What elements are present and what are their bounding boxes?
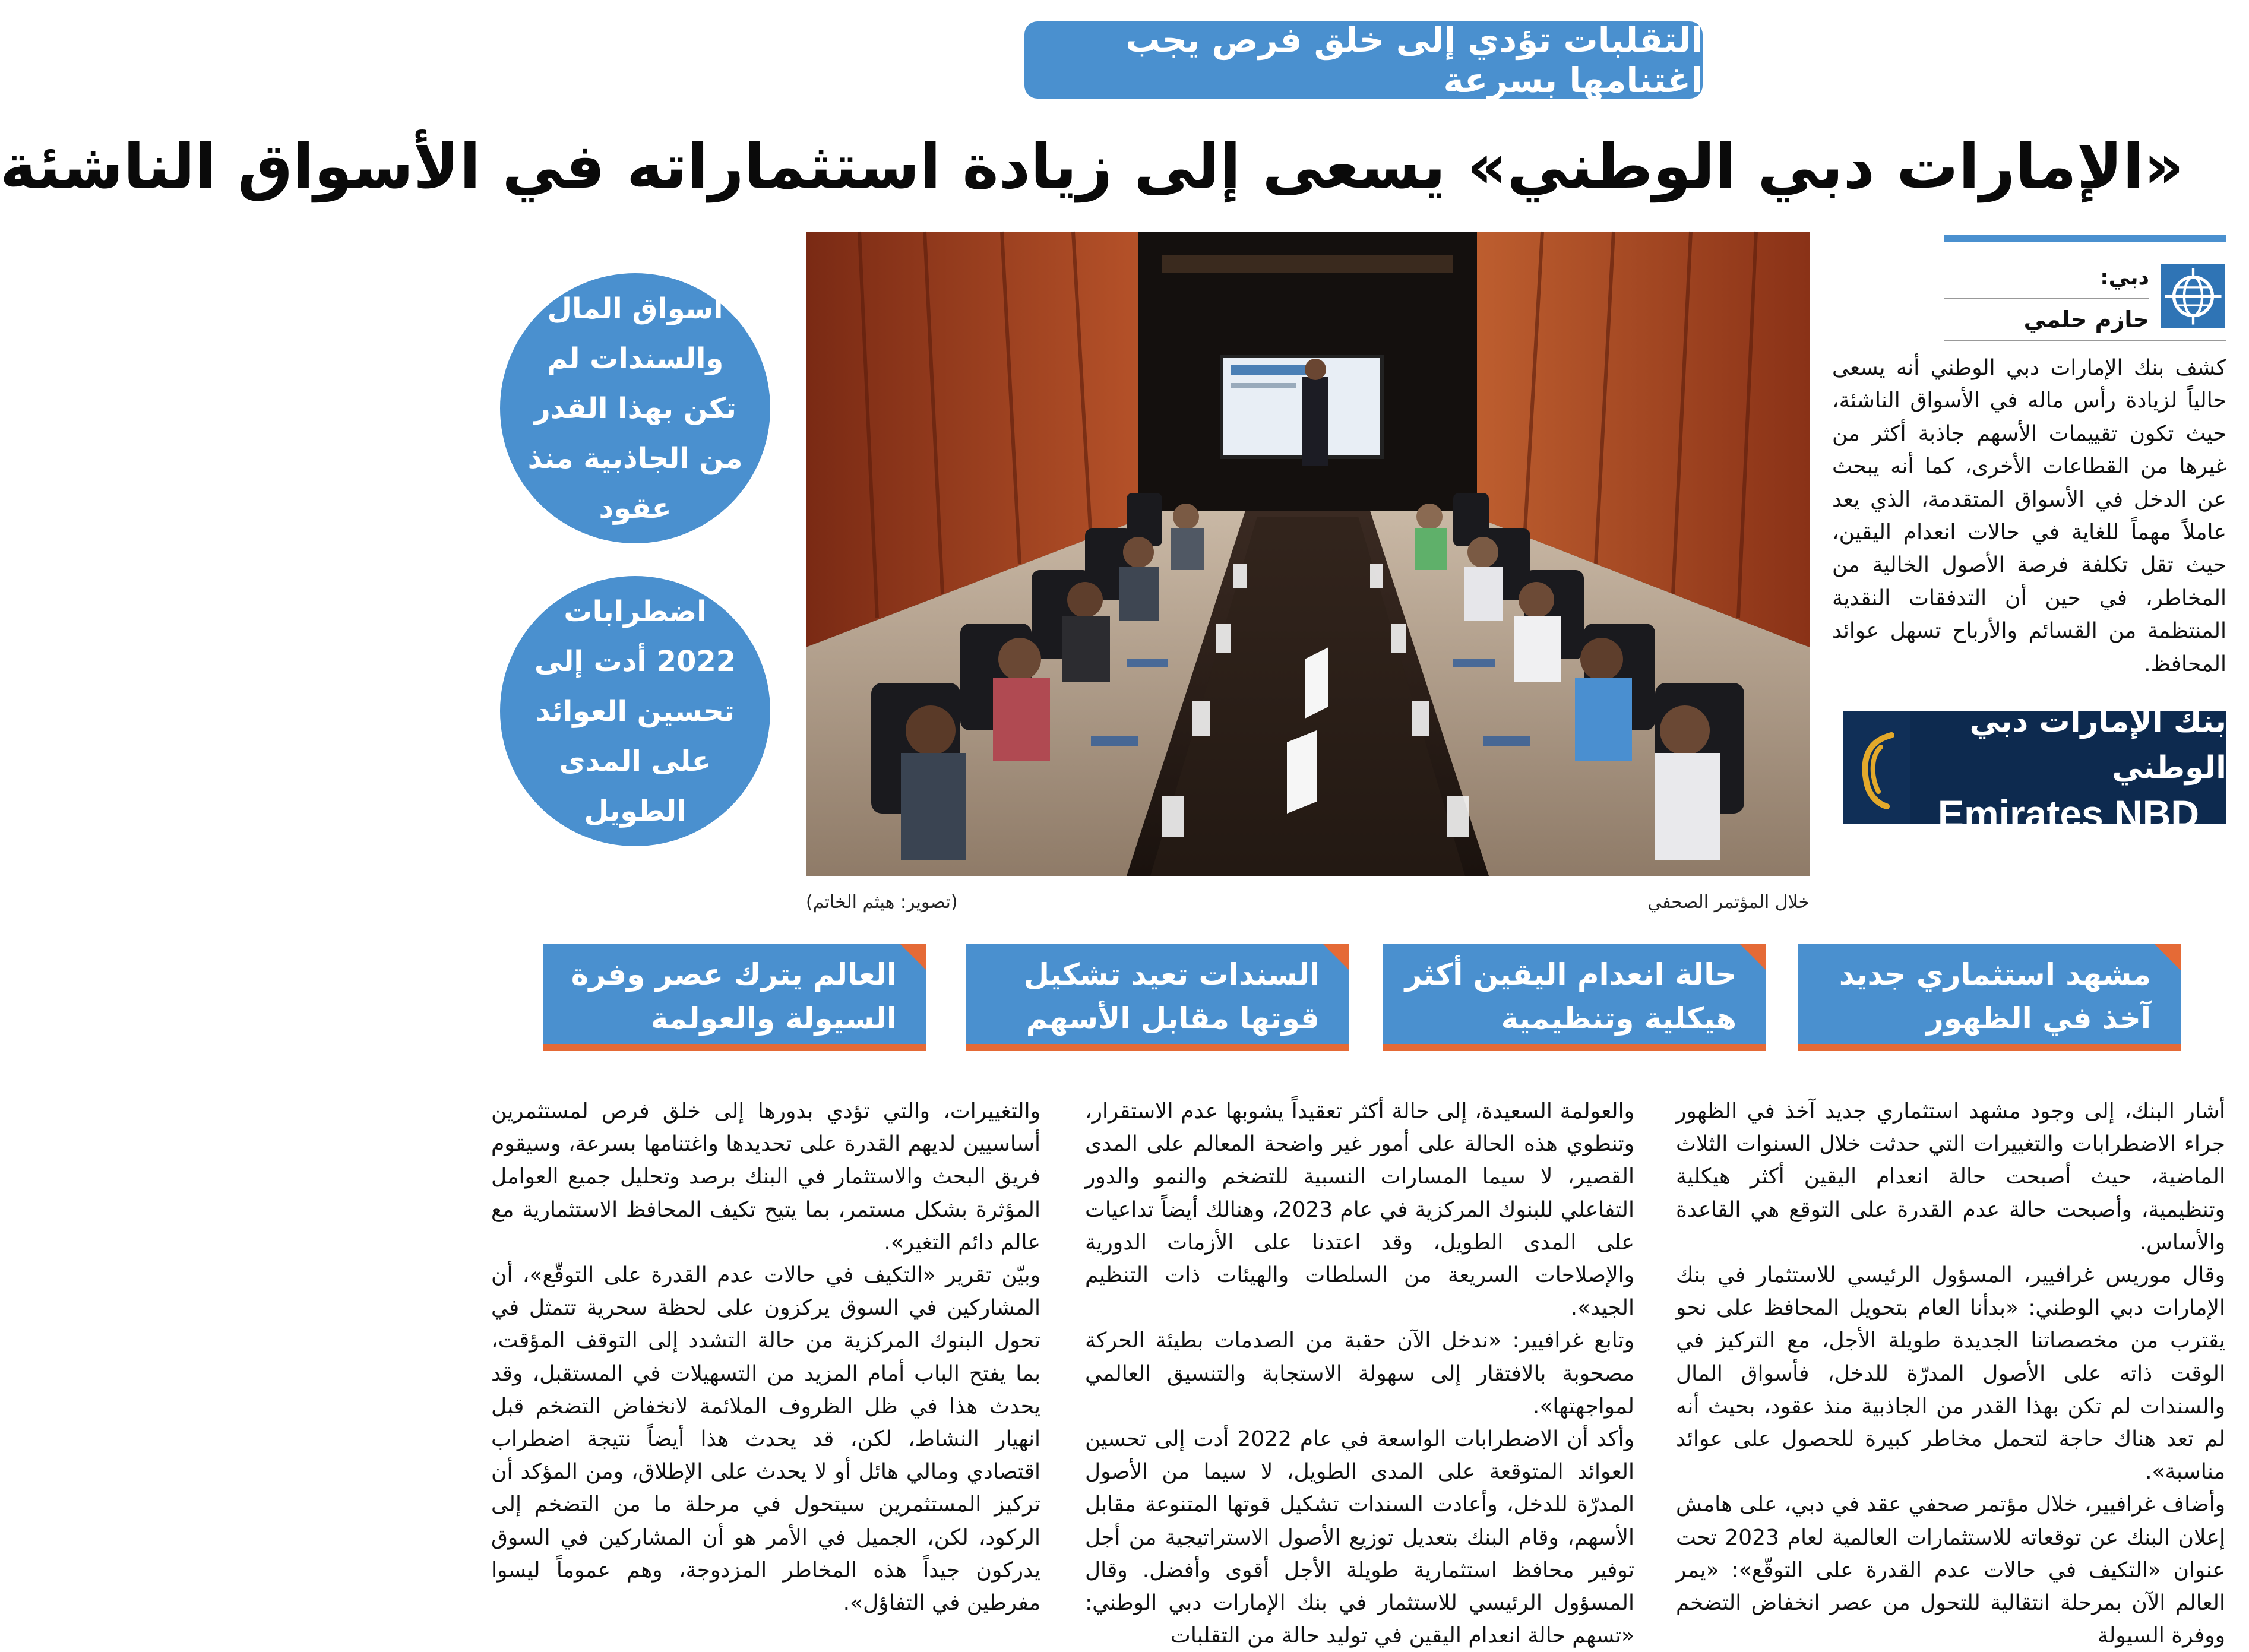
paragraph: وقال موريس غرافيير، المسؤول الرئيسي للاستثمار في بنك الإمارات دبي الوطني: «بدأنا العام بتحويل المحافظ على نحو يقترب من مخصصاتنا الجديدة طويلة الأجل، مع التركيز في الوقت ذاته على الأصول المدرّة للدخل، فأسواق المال والسندات لم تكن بهذا القدر من الجاذبية منذ عقود، بحيث أنه لم تعد هناك حاجة لتحمل مخاطر كبيرة للحصول على عوائد مناسبة». (1676, 1263, 2225, 1485)
paragraph: وأكد أن الاضطرابات الواسعة في عام 2022 أدت إلى تحسين العوائد المتوقعة على المدى الطويل، لا سيما من الأصول المدرّة للدخل، وأعادت السندات تشكيل قوتها المتنوعة مقابل الأسهم، وقام البنك بتعديل توزيع الأصول الاستراتيجية من أجل توفير محافظ استثمارية طويلة الأجل أقوى وأفضل. وقال المسؤول الرئيسي للاستثمار في بنك الإمارات دبي الوطني: «تسهم حالة انعدام اليقين في توليد حالة من التقلبات (1085, 1427, 1634, 1648)
pull-quote-2-text: اضطرابات 2022 أدت إلى تحسين العوائد على المدى الطويل (534, 594, 736, 828)
kicker-text: التقلبات تؤدي إلى خلق فرص يجب اغتنامها بسرعة (1125, 20, 1703, 100)
dateline-divider (1944, 298, 2149, 299)
headline: «الإمارات دبي الوطني» يسعى إلى زيادة استثماراته في الأسواق الناشئة (0, 130, 2184, 202)
subhead-4 (543, 944, 926, 1051)
paragraph: أشار البنك، إلى وجود مشهد استثماري جديد آخذ في الظهور جراء الاضطرابات والتغييرات التي حدثت خلال السنوات الثلاث الماضية، حيث أصبحت حالة انعدام اليقين أكثر هيكلية وتنظيمية، وأصبحت حالة عدم القدرة على التوقع هي القاعدة والأساس. (1676, 1099, 2225, 1255)
byline-author: حازم حلمي (2023, 306, 2149, 333)
emirates-nbd-logo (1840, 704, 2226, 836)
article-column-3 (491, 1095, 1040, 1619)
subhead-2-text: حالة انعدام اليقين أكثر هيكلية وتنظيمية (1405, 957, 1736, 1036)
paragraph: وأضاف غرافيير، خلال مؤتمر صحفي عقد في دبي، على هامش إعلان البنك عن توقعاته للاستثمارات العالمية لعام 2023 تحت عنوان «التكيف في حالات عدم القدرة على التوقّع»: «يمر العالم الآن بمرحلة انتقالية للتحول من عصر انخفاض التضخم ووفرة السيولة (1676, 1492, 2225, 1648)
subhead-2 (1383, 944, 1766, 1051)
paragraph: والتغييرات، والتي تؤدي بدورها إلى خلق فرص لمستثمرين أساسيين لديهم القدرة على تحديدها واغتنامها بسرعة، وسيقوم فريق البحث والاستثمار في البنك برصد وتحليل جميع العوامل المؤثرة بشكل مستمر، بما يتيح تكيف المحافظ الاستثمارية مع عالم دائم التغير». (491, 1099, 1040, 1255)
pull-quote-1 (500, 273, 770, 543)
bank-logo-texts (1910, 698, 2226, 837)
subhead-corner (900, 944, 926, 970)
lead-paragraph (1832, 352, 2226, 681)
paragraph: وتابع غرافيير: «ندخل الآن حقبة من الصدمات بطيئة الحركة مصحوبة بالافتقار إلى سهولة الاستجابة والتنسيق العالمي لمواجهتها». (1085, 1328, 1634, 1419)
top-rule (1944, 235, 2226, 242)
bank-logo-arabic: بنك الإمارات دبي الوطني (1969, 704, 2226, 786)
press-conference-photo (806, 232, 1810, 876)
article-column-1 (1676, 1095, 2225, 1652)
lead-text: كشف بنك الإمارات دبي الوطني أنه يسعى حالياً لزيادة رأس ماله في الأسواق الناشئة، حيث تكون تقييمات الأسهم جاذبة أكثر من غيرها من القطاعات الأخرى، كما أنه يبحث عن الدخل في الأسواق المتقدمة، الذي يعد عاملاً مهماً للغاية في حالات انعدام اليقين، حيث تقل تكلفة فرصة الأصول الخالية من المخاطر، في حين أن التدفقات النقدية المنتظمة من القسائم والأرباح تسهل عوائد المحافظ. (1832, 356, 2226, 676)
paragraph: وبيّن تقرير «التكيف في حالات عدم القدرة على التوقّع»، أن المشاركين في السوق يركزون على لحظة سحرية تتمثل في تحول البنوك المركزية من حالة التشدد إلى التوقف المؤقت، بما يفتح الباب أمام المزيد من التسهيلات في المستقبل، وقد يحدث هذا في ظل الظروف الملائمة لانخفاض التضخم قبل انهيار النشاط، لكن، قد يحدث هذا أيضاً نتيجة اضطراب اقتصادي ومالي هائل أو لا يحدث على الإطلاق، ومن المؤكد أن تركيز المستثمرين سيتحول في مرحلة ما من التضخم إلى الركود، لكن، الجميل في الأمر هو أن المشاركين في السوق يدركون جيداً هذه المخاطر المزدوجة، وهم عموماً ليسوا مفرطين في التفاؤل». (491, 1263, 1040, 1616)
newspaper-globe-icon (2161, 264, 2225, 328)
subhead-3 (966, 944, 1349, 1051)
subhead-1-text: مشهد استثماري جديد آخذ في الظهور (1839, 957, 2151, 1036)
subhead-4-text: العالم يترك عصر وفرة السيولة والعولمة (571, 957, 897, 1036)
subhead-corner (1740, 944, 1766, 970)
article-column-2 (1085, 1095, 1634, 1652)
dateline (1944, 261, 2149, 336)
kicker-banner (1024, 21, 1703, 99)
pull-quote-2 (500, 576, 770, 846)
pull-quote-1-text: أسواق المال والسندات لم تكن بهذا القدر من الجاذبية منذ عقود (527, 292, 743, 525)
subhead-3-text: السندات تعيد تشكيل قوتها مقابل الأسهم (1023, 957, 1320, 1036)
dateline-bottom-rule (1944, 340, 2226, 341)
photo-credit-text: (تصوير: هيثم الخاتم) (806, 892, 958, 913)
subhead-corner (2155, 944, 2181, 970)
dateline-city: دبي: (2100, 265, 2149, 290)
subhead-corner (1323, 944, 1349, 970)
photo-credit (806, 892, 1138, 913)
paragraph: والعولمة السعيدة، إلى حالة أكثر تعقيداً يشوبها عدم الاستقرار، وتنطوي هذه الحالة على أمور غير واضحة المعالم على المدى القصير، لا سيما المسارات النسبية للتضخم والنمو والدور التفاعلي للبنوك المركزية في عام 2023، وهنالك أيضاً تداعيات على المدى الطويل، وقد اعتدنا على الأزمات الدورية والإصلاحات السريعة من السلطات والهيئات ذات التنظيم الجيد». (1085, 1099, 1634, 1321)
bank-logo-mark-icon (1840, 711, 1910, 824)
bank-logo-english: Emirates NBD (1937, 792, 2200, 836)
subhead-1 (1798, 944, 2181, 1051)
photo-caption: خلال المؤتمر الصحفي (1647, 892, 1810, 913)
